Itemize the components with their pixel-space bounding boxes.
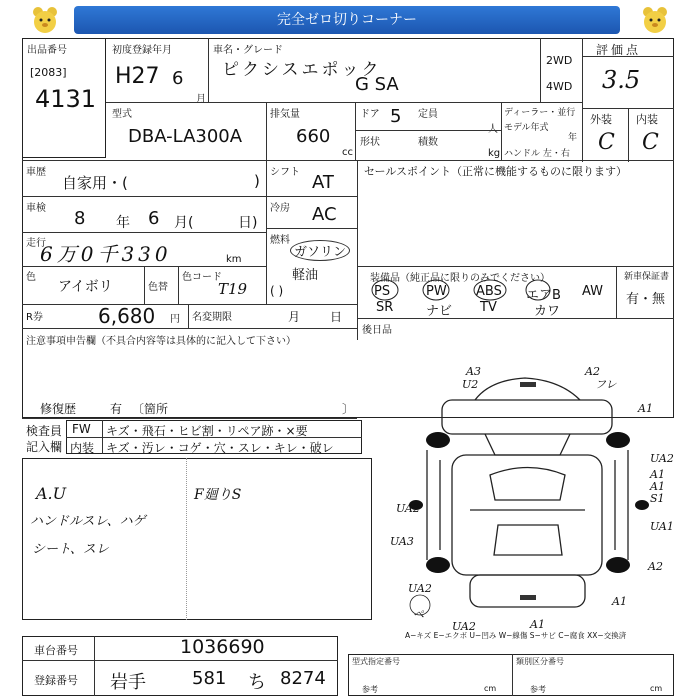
first-reg-label: 初度登録年月 bbox=[112, 45, 172, 56]
model-value: DBA-LA300A bbox=[128, 126, 243, 147]
mileage-value: 6万0千330 bbox=[40, 242, 172, 266]
recycle-label: 新車保証書 bbox=[624, 272, 670, 282]
mark-a1-rf: A1 bbox=[638, 402, 653, 415]
category-label: 類別区分番号 bbox=[516, 657, 564, 666]
capacity-label: 定員 bbox=[418, 109, 438, 120]
ref-label-2: 参考 bbox=[530, 685, 546, 694]
load-label: 積数 bbox=[418, 137, 438, 148]
inspection-label: 車検 bbox=[26, 203, 46, 214]
repair-close: 〕 bbox=[342, 402, 355, 416]
fuel-label: 燃料 bbox=[270, 235, 290, 246]
equip-ps: PS bbox=[374, 284, 391, 299]
lot-sub: [2083] bbox=[30, 66, 67, 79]
car-damage-diagram bbox=[380, 360, 680, 630]
first-reg-month: 6 bbox=[172, 68, 184, 89]
mark-a2: A2 bbox=[585, 365, 600, 378]
note-seat: シート、スレ bbox=[32, 542, 109, 557]
recycle-value: 有・無 bbox=[626, 292, 666, 307]
note-handle: ハンドルスレ、ハゲ bbox=[30, 514, 146, 529]
lot-number: 4131 bbox=[35, 85, 97, 113]
mark-a1-rear: A1 bbox=[530, 618, 545, 630]
mileage-unit: km bbox=[226, 254, 242, 265]
inspection-year: 8 bbox=[74, 208, 86, 229]
interior-label: 内装 bbox=[636, 113, 658, 126]
car-name: ピクシスエポック bbox=[222, 60, 382, 80]
exterior-value: C bbox=[598, 130, 615, 155]
mileage-label: 走行 bbox=[26, 238, 46, 249]
inspector-row1-label: 検査員 bbox=[26, 424, 63, 438]
note-smell: F廻りS bbox=[194, 487, 242, 503]
first-reg-year: H27 bbox=[115, 64, 160, 89]
model-year-unit: 年 bbox=[568, 133, 578, 143]
repair-label: 修復歴 bbox=[40, 402, 77, 416]
mark-ua2-rear: UA2 bbox=[452, 620, 476, 630]
history-value: 自家用・( bbox=[62, 174, 128, 192]
registration-label: 登録番号 bbox=[34, 674, 78, 687]
doors-label: ドア bbox=[360, 109, 380, 120]
color-code-label: 色コード bbox=[182, 272, 222, 283]
bear-mascot-left-icon bbox=[30, 5, 60, 35]
exterior-label: 外装 bbox=[590, 113, 612, 126]
shift-value: AT bbox=[312, 172, 334, 193]
displacement-value: 660 bbox=[296, 126, 331, 147]
doors-value: 5 bbox=[390, 106, 402, 127]
mark-ua1: UA1 bbox=[650, 520, 674, 533]
registration-area: 岩手 bbox=[110, 672, 146, 693]
inspection-day-unit: 日) bbox=[238, 215, 258, 231]
ref-label-1: 参考 bbox=[362, 685, 378, 694]
color-change-label: 色替 bbox=[148, 282, 168, 293]
repair-location: 〔箇所 bbox=[132, 402, 169, 416]
mark-a1-r2: A1 bbox=[650, 480, 665, 493]
equip-airbag: エアB bbox=[526, 288, 561, 303]
mark-u2: U2 bbox=[462, 378, 479, 391]
equip-navi: ナビ bbox=[426, 304, 453, 319]
grade-eval-label: 評価点 bbox=[596, 43, 642, 57]
handle-label: ハンドル 左・右 bbox=[504, 149, 570, 159]
load-unit: kg bbox=[488, 148, 501, 159]
color-code-value: T19 bbox=[218, 280, 248, 298]
after-label: 後日品 bbox=[362, 325, 392, 336]
equip-pw: PW bbox=[426, 284, 447, 299]
inspector-row2-label: 記入欄 bbox=[26, 440, 63, 454]
inspector-fw: FW bbox=[72, 422, 91, 436]
note-au: A.U bbox=[36, 484, 67, 503]
inspection-year-unit: 年 bbox=[116, 215, 130, 231]
history-label: 車歴 bbox=[26, 167, 46, 178]
color-value: アイボリ bbox=[58, 279, 113, 295]
interior-value: C bbox=[642, 130, 659, 155]
dealer-label: ディーラー・並行 bbox=[504, 108, 576, 118]
name-change-label: 名変期限 bbox=[192, 312, 232, 323]
equip-aw: AW bbox=[582, 284, 604, 299]
mark-ua2-l: UA2 bbox=[396, 502, 420, 515]
model-cert-label: 型式指定番号 bbox=[352, 657, 400, 666]
r-ticket-unit: 円 bbox=[170, 314, 180, 325]
inspector-row1-items: キズ・飛石・ヒビ割・リペア跡・×要 bbox=[106, 424, 308, 438]
inspector-row2-items: キズ・汚レ・コゲ・穴・スレ・キレ・破レ bbox=[106, 441, 334, 455]
displacement-label: 排気量 bbox=[270, 109, 300, 120]
aircon-label: 冷房 bbox=[270, 203, 290, 214]
mark-s1: S1 bbox=[650, 492, 665, 505]
r-ticket-value: 6,680 bbox=[98, 304, 156, 328]
shape-label: 形状 bbox=[360, 137, 380, 148]
damage-legend: A−キズ E−エクボ U−凹み W−線傷 S−サビ C−腐食 XX−交換済 bbox=[405, 631, 627, 640]
model-label: 型式 bbox=[112, 109, 132, 120]
inspector-interior: 内装 bbox=[70, 441, 95, 455]
lot-label: 出品番号 bbox=[27, 45, 67, 56]
registration-kana: ち bbox=[248, 672, 266, 693]
mark-ua2-r: UA2 bbox=[650, 452, 674, 465]
equipment-circles bbox=[360, 276, 580, 316]
chassis-label: 車台番号 bbox=[34, 644, 78, 657]
car-name-label: 車名・グレード bbox=[213, 45, 283, 56]
mark-pe: ペ bbox=[413, 608, 424, 621]
mark-a2-r: A2 bbox=[648, 560, 663, 573]
cm-label-1: cm bbox=[484, 684, 497, 693]
banner-title: 完全ゼロ切りコーナー bbox=[74, 6, 620, 34]
mark-a3: A3 bbox=[466, 365, 481, 378]
color-label: 色 bbox=[26, 272, 36, 283]
history-close: ) bbox=[254, 172, 260, 190]
repair-has: 有 bbox=[110, 402, 123, 416]
fuel-diesel: 軽油 bbox=[292, 268, 319, 283]
equip-sr: SR bbox=[376, 300, 394, 315]
inspection-month: 6 bbox=[148, 208, 160, 229]
fuel-gasoline: ガソリン bbox=[290, 240, 350, 261]
grade-eval-value: 3.5 bbox=[602, 66, 641, 94]
mark-frame: フレ bbox=[595, 378, 617, 391]
mark-a1-rr: A1 bbox=[612, 595, 627, 608]
shift-label: シフト bbox=[270, 167, 300, 178]
cm-label-2: cm bbox=[650, 684, 663, 693]
displacement-unit: cc bbox=[342, 147, 353, 158]
drive-2wd: 2WD bbox=[546, 54, 573, 67]
inspection-month-unit: 月( bbox=[174, 215, 194, 231]
name-change-month: 月 bbox=[288, 310, 301, 324]
equip-abs: ABS bbox=[476, 284, 502, 299]
r-ticket-label: R券 bbox=[26, 312, 43, 323]
chassis-value: 1036690 bbox=[180, 636, 265, 658]
mark-ua2-lr: UA2 bbox=[408, 582, 432, 595]
notes-label: 注意事項申告欄（不具合内容等は具体的に記入して下さい） bbox=[26, 336, 296, 347]
equip-tv: TV bbox=[480, 300, 497, 315]
aircon-value: AC bbox=[312, 204, 337, 225]
equip-leather: カワ bbox=[534, 304, 561, 319]
bear-mascot-right-icon bbox=[640, 5, 670, 35]
mark-ua3: UA3 bbox=[390, 535, 414, 548]
first-reg-month-unit: 月 bbox=[196, 94, 206, 105]
capacity-unit: 人 bbox=[488, 124, 498, 135]
registration-number: 8274 bbox=[280, 668, 326, 689]
drive-4wd: 4WD bbox=[546, 80, 573, 93]
sales-point-label: セールスポイント（正常に機能するものに限ります） bbox=[364, 165, 628, 178]
car-grade: G SA bbox=[355, 74, 399, 95]
model-year-label: モデル年式 bbox=[504, 123, 549, 133]
mark-a1-r1: A1 bbox=[650, 468, 665, 481]
equipment-label: 装備品（純正品に限りのみでください） bbox=[370, 273, 550, 284]
fuel-paren: ( ) bbox=[270, 284, 284, 298]
name-change-day: 日 bbox=[330, 310, 343, 324]
registration-class: 581 bbox=[192, 668, 227, 689]
